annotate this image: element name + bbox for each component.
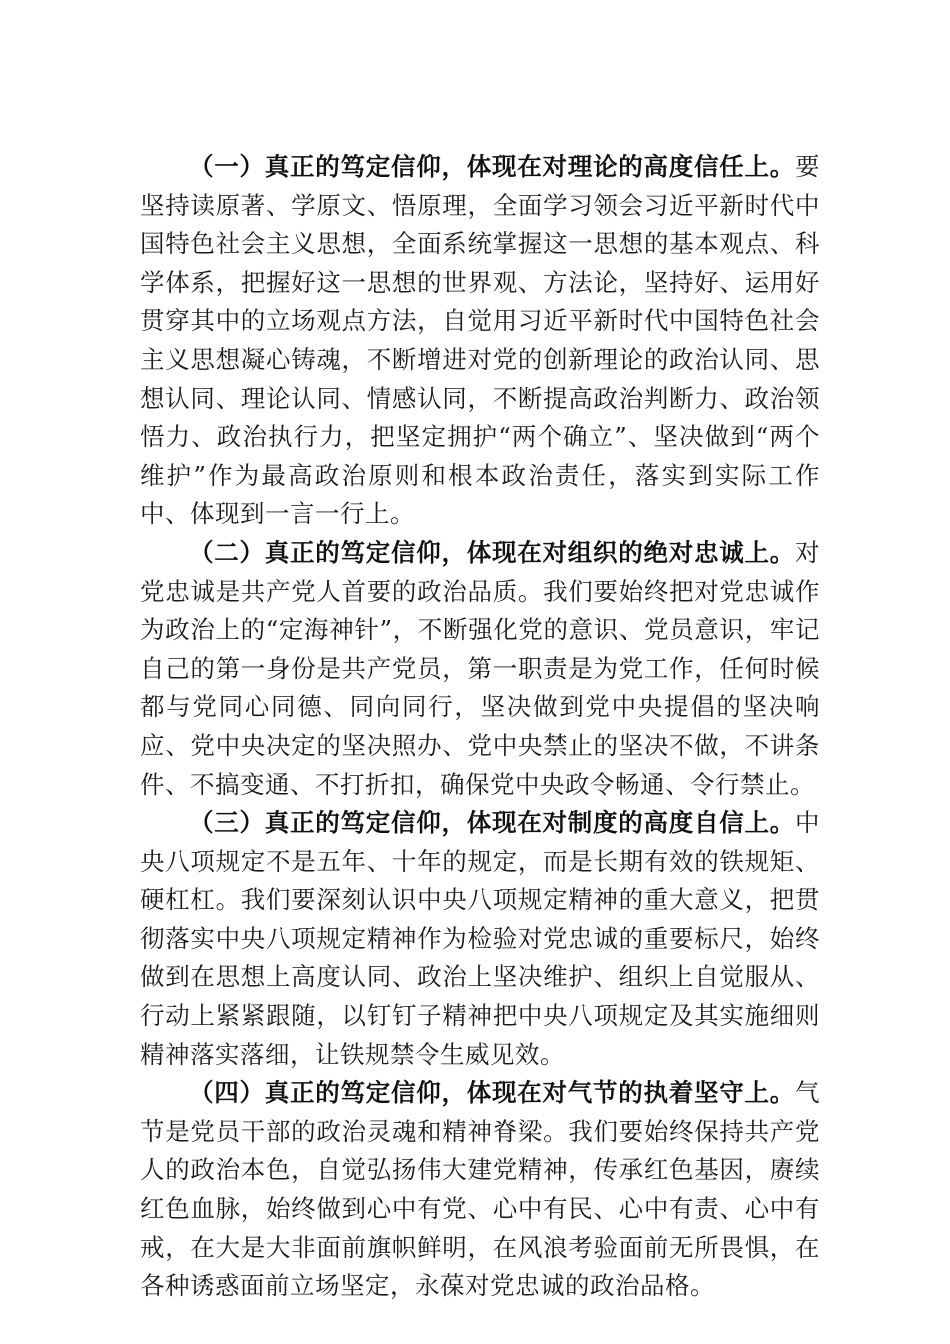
paragraph-3-text: 中央八项规定不是五年、十年的规定，而是长期有效的铁规矩、硬杠杠。我们要深刻认识中央八项规定精神的重大意义，把贯彻落实中央八项规定精神作为检验对党忠诚的重要标尺，始终做到在思想上高度认同、政治上坚决维护、组织上自觉服从、行动上紧紧跟随，以钉钉子精神把中央八项规定及其实施细则精神落实落细，让铁规禁令生威见效。: [140, 808, 820, 1069]
paragraph-1: [140, 148, 820, 534]
paragraph-3: [140, 804, 820, 1074]
paragraph-2-text: 对党忠诚是共产党人首要的政治品质。我们要始终把对党忠诚作为政治上的“定海神针”，不断强化党的意识、党员意识，牢记自己的第一身份是共产党员，第一职责是为党工作，任何时候都与党同心同德、同向同行，坚决做到党中央提倡的坚决响应、党中央决定的坚决照办、党中央禁止的坚决不做，不讲条件、不搞变通、不打折扣，确保党中央政令畅通、令行禁止。: [140, 537, 820, 799]
paragraph-1-heading: （一）真正的笃定信仰，体现在对理论的高度信任上。: [189, 152, 795, 181]
paragraph-4: [140, 1074, 820, 1306]
paragraph-4-text: 气节是党员干部的政治灵魂和精神脊梁。我们要始终保持共产党人的政治本色，自觉弘扬伟大建党精神，传承红色基因，赓续红色血脉，始终做到心中有党、心中有民、心中有责、心中有戒，在大是大非面前旗帜鲜明，在风浪考验面前无所畏惧，在各种诱惑面前立场坚定，永葆对党忠诚的政治品格。: [140, 1078, 820, 1301]
paragraph-1-text: 要坚持读原著、学原文、悟原理，全面学习领会习近平新时代中国特色社会主义思想，全面系统掌握这一思想的基本观点、科学体系，把握好这一思想的世界观、方法论，坚持好、运用好贯穿其中的立场观点方法，自觉用习近平新时代中国特色社会主义思想凝心铸魂，不断增进对党的创新理论的政治认同、思想认同、理论认同、情感认同，不断提高政治判断力、政治领悟力、政治执行力，把坚定拥护“两个确立”、坚决做到“两个维护”作为最高政治原则和根本政治责任，落实到实际工作中、体现到一言一行上。: [140, 152, 820, 529]
paragraph-4-heading: （四）真正的笃定信仰，体现在对气节的执着坚守上。: [189, 1078, 795, 1108]
paragraph-3-heading: （三）真正的笃定信仰，体现在对制度的高度自信上。: [189, 808, 795, 838]
document-body: [140, 148, 820, 1306]
paragraph-2: [140, 534, 820, 804]
paragraph-2-heading: （二）真正的笃定信仰，体现在对组织的绝对忠诚上。: [189, 537, 795, 567]
